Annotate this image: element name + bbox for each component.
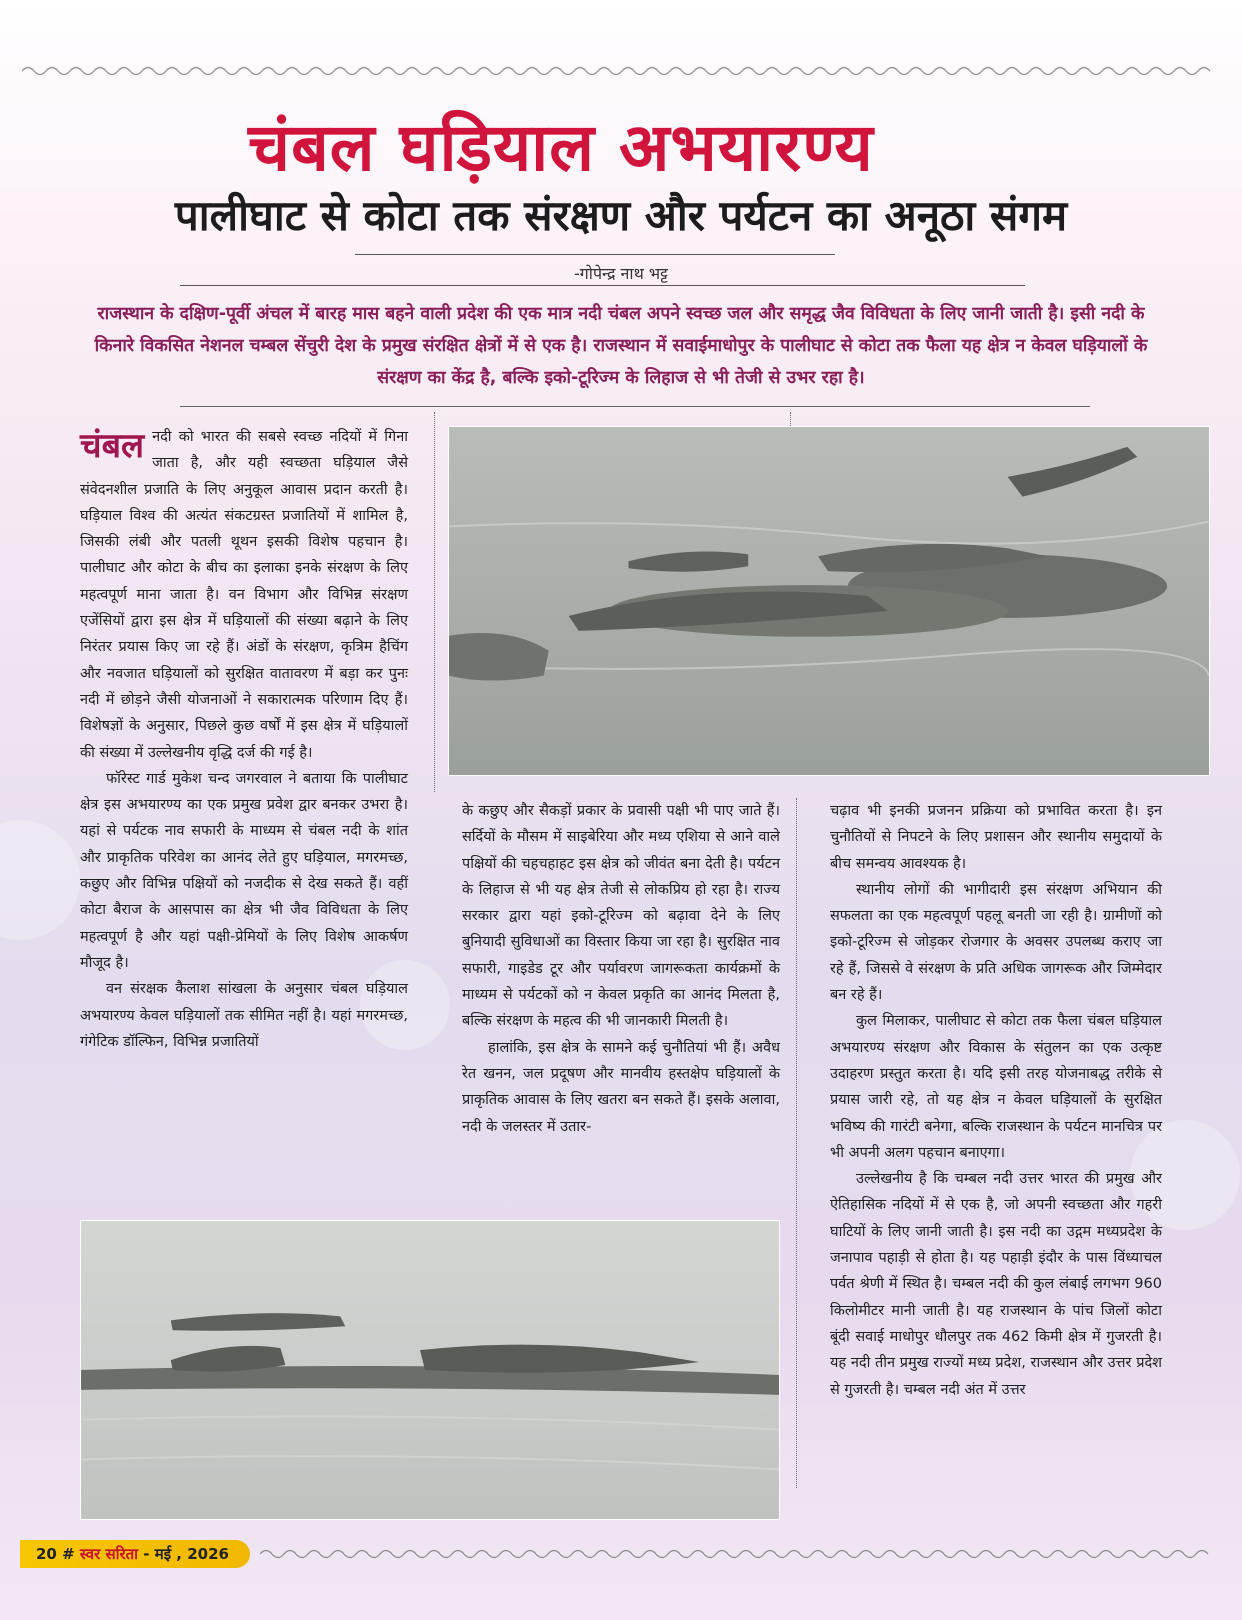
crocodiles-image [81, 1221, 779, 1519]
magazine-name: स्वर सरिता [79, 1545, 139, 1563]
paragraph: वन संरक्षक कैलाश सांखला के अनुसार चंबल घड़ियाल अभयारण्य केवल घड़ियालों तक सीमित नहीं है। यहां मगरमच्छ, गंगेटिक डॉल्फिन, विभिन्न प्रजातियों [80, 981, 408, 1050]
paragraph: कुल मिलाकर, पालीघाट से कोटा तक फैला चंबल घड़ियाल अभयारण्य संरक्षण और विकास के संतुलन का एक उत्कृष्ट उदाहरण प्रस्तुत करता है। यदि इसी तरह योजनाबद्ध तरीके से प्रयास जारी रहे, तो यह क्षेत्र न केवल घड़ियालों के सुरक्षित भविष्य की गारंटी बनेगा, बल्कि राजस्थान के पर्यटन मानचित्र पर भी अपनी अलग पहचान बनाएगा। [830, 1013, 1162, 1161]
top-wave-border [22, 64, 1220, 78]
bottom-wave-border [260, 1547, 1220, 1561]
paragraph: हालांकि, इस क्षेत्र के सामने कई चुनौतियां भी हैं। अवैध रेत खनन, जल प्रदूषण और मानवीय हस्तक्षेप घड़ियालों के प्राकृतिक आवास के लिए खतरा बन सकते हैं। इसके अलावा, नदी के जलस्तर में उतार- [462, 1039, 780, 1135]
drop-cap: चंबल [80, 426, 145, 466]
article-subtitle: पालीघाट से कोटा तक संरक्षण और पर्यटन का अनूठा संगम [174, 191, 1068, 240]
column-divider [790, 412, 791, 426]
page-number: 20 # [36, 1545, 75, 1563]
paragraph: नदी को भारत की सबसे स्वच्छ नदियों में गिना जाता है, और यही स्वच्छता घड़ियाल जैसे संवेदनशील प्रजाति के लिए अनुकूल आवास प्रदान करती है। घड़ियाल विश्व की अत्यंत संकटग्रस्त प्रजातियों में शामिल है, जिसकी लंबी और पतली थूथन इसकी विशेष पहचान है। पालीघाट और कोटा के बीच का इलाका इनके संरक्षण के लिए महत्वपूर्ण माना जाता है। वन विभाग और विभिन्न संरक्षण एजेंसियों द्वारा इस क्षेत्र में घड़ियालों की संख्या बढ़ाने के लिए निरंतर प्रयास किए जा रहे हैं। अंडों के संरक्षण, कृत्रिम हैचिंग और नवजात घड़ियालों को सुरक्षित वातावरण में बड़ा कर पुनः नदी में छोड़ने जैसी योजनाओं ने सकारात्मक परिणाम दिए हैं। विशेषज्ञों के अनुसार, पिछले कुछ वर्षों में इस क्षेत्र में घड़ियालों की संख्या में उल्लेखनीय वृद्धि दर्ज की गई है। [80, 429, 408, 761]
column-divider [796, 798, 797, 1488]
background-bubble [0, 820, 80, 940]
issue-date: - मई , 2026 [143, 1545, 229, 1563]
article-column-3 [830, 798, 1162, 1403]
column-divider [434, 412, 435, 792]
crocodiles-photo-top [448, 426, 1210, 776]
page-footer [20, 1540, 250, 1568]
article-column-1 [80, 424, 408, 1055]
crocodiles-photo-bottom [80, 1220, 780, 1520]
paragraph: चढ़ाव भी इनकी प्रजनन प्रक्रिया को प्रभावित करता है। इन चुनौतियों से निपटने के लिए प्रशासन और स्थानीय समुदायों के बीच समन्वय आवश्यक है। [830, 803, 1162, 872]
divider [355, 254, 835, 255]
divider [180, 406, 1090, 407]
paragraph: उल्लेखनीय है कि चम्बल नदी उत्तर भारत की प्रमुख और ऐतिहासिक नदियों में से एक है, जो अपनी स्वच्छता और गहरी घाटियों के लिए जानी जाती है। इस नदी का उद्गम मध्यप्रदेश के जनापाव पहाड़ी से होता है। यह पहाड़ी इंदौर के पास विंध्याचल पर्वत श्रेणी में स्थित है। चम्बल नदी की कुल लंबाई लगभग 960 किलोमीटर मानी जाती है। यह राजस्थान के पांच जिलों कोटा बूंदी सवाई माधोपुर धौलपुर तक 462 किमी क्षेत्र में गुजरती है। यह नदी तीन प्रमुख राज्यों मध्य प्रदेश, राजस्थान और उत्तर प्रदेश से गुजरती है। चम्बल नदी अंत में उत्तर [830, 1171, 1162, 1398]
paragraph: स्थानीय लोगों की भागीदारी इस संरक्षण अभियान की सफलता का एक महत्वपूर्ण पहलू बनती जा रही है। ग्रामीणों को इको-टूरिज्म से जोड़कर रोजगार के अवसर उपलब्ध कराए जा रहे हैं, जिससे वे संरक्षण के प्रति अधिक जागरूक और जिम्मेदार बन रहे हैं। [830, 881, 1162, 1004]
author-byline: -गोपेन्द्र नाथ भट्ट [574, 264, 668, 283]
article-column-2 [462, 798, 780, 1140]
paragraph: के कछुए और सैकड़ों प्रकार के प्रवासी पक्षी भी पाए जाते हैं। सर्दियों के मौसम में साइबेरिया और मध्य एशिया से आने वाले पक्षियों की चहचहाहट इस क्षेत्र को जीवंत बना देती है। पर्यटन के लिहाज से भी यह क्षेत्र तेजी से लोकप्रिय हो रहा है। राज्य सरकार द्वारा यहां इको-टूरिज्म को बढ़ावा देने के लिए बुनियादी सुविधाओं का विस्तार किया जा रहा है। सुरक्षित नाव सफारी, गाइडेड टूर और पर्यावरण जागरूकता कार्यक्रमों के माध्यम से पर्यटकों को न केवल प्रकृति का आनंद मिलता है, बल्कि संरक्षण के महत्व की भी जानकारी मिलती है। [462, 803, 780, 1030]
crocodiles-image [449, 427, 1209, 775]
paragraph: फॉरेस्ट गार्ड मुकेश चन्द जगरवाल ने बताया कि पालीघाट क्षेत्र इस अभयारण्य का एक प्रमुख प्रवेश द्वार बनकर उभरा है। यहां से पर्यटक नाव सफारी के माध्यम से चंबल नदी के शांत और प्राकृतिक परिवेश का आनंद लेते हुए घड़ियाल, मगरमच्छ, कछुए और विभिन्न पक्षियों को नजदीक से देख सकते हैं। वहीं कोटा बैराज के आसपास का क्षेत्र भी जैव विविधता के लिए महत्वपूर्ण है और यहां पक्षी-प्रेमियों के लिए विशेष आकर्षण मौजूद है। [80, 770, 408, 971]
article-title: चंबल घड़ियाल अभयारण्य [248, 109, 874, 186]
divider [180, 285, 1025, 286]
intro-paragraph: राजस्थान के दक्षिण-पूर्वी अंचल में बारह मास बहने वाली प्रदेश की एक मात्र नदी चंबल अपने स्वच्छ जल और समृद्ध जैव विविधता के लिए जानी जाती है। इसी नदी के किनारे विकसित नेशनल चम्बल सेंचुरी देश के प्रमुख संरक्षित क्षेत्रों में से एक है। राजस्थान में सवाईमाधोपुर के पालीघाट से कोटा तक फैला यह क्षेत्र न केवल घड़ियालों के संरक्षण का केंद्र है, बल्कि इको-टूरिज्म के लिहाज से भी तेजी से उभर रहा है। [94, 304, 1148, 388]
